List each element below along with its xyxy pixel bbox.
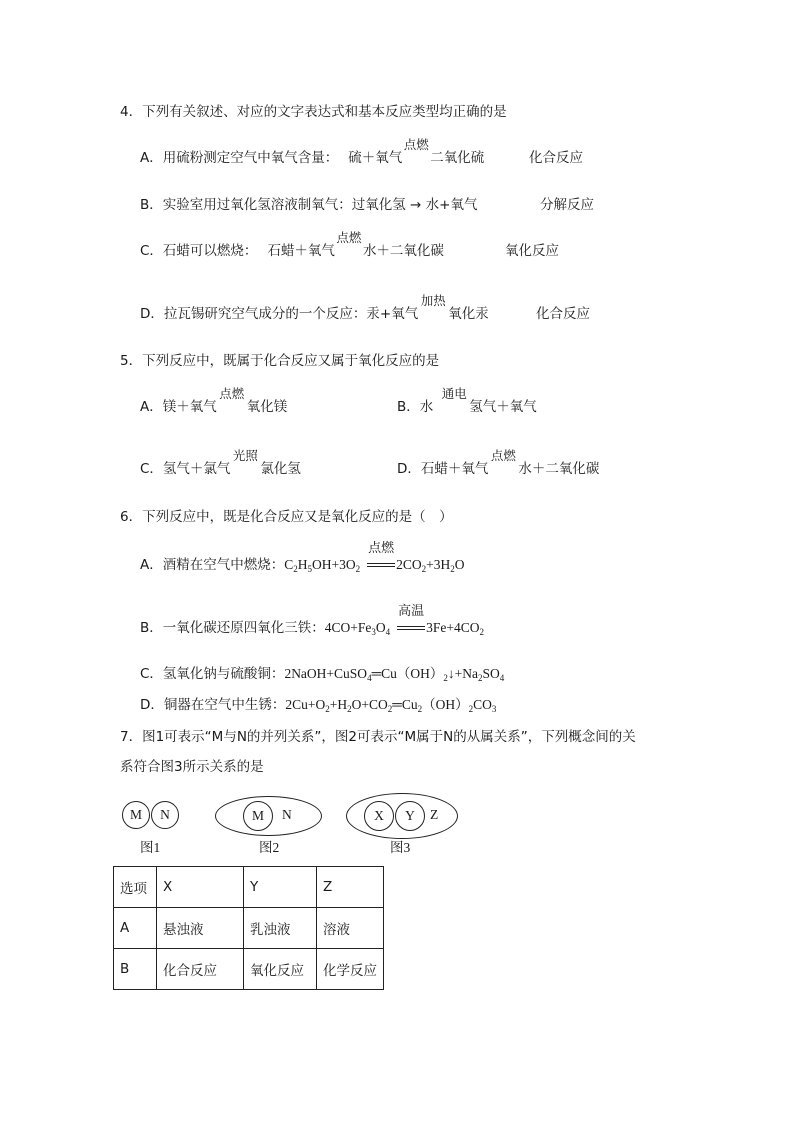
table-row [114,908,384,949]
q4-option-c [140,230,444,259]
q6-b-lhs: $4CO+Fe_3O_4$ [324,620,391,637]
q7-options-table [113,866,384,990]
q5-a-cond: 点燃 [219,386,245,401]
q5-a-rhs: 氧化镁 [246,399,288,415]
table-header-cell: Z [317,867,384,908]
fig3-circle-y [395,801,425,831]
q4-option-b: B．实验室用过氧化氢溶液制氧气：过氧化氢 → 水+氧气 [140,197,478,213]
q5-b-rhs: 氢气＋氧气 [469,399,537,415]
fig2-m-label: M [251,808,264,823]
q4-d-cond: 加热 [420,293,446,308]
q5-c-label: C．氢气＋氯气 [140,461,231,477]
q6-b-rhs: $3Fe+4CO_2$ [426,620,485,637]
q4-a-arrow [402,137,430,166]
q4-c-rhs: 水＋二氧化碳 [362,243,444,259]
table-header-row [114,867,384,908]
table-cell: 化合反应 [157,949,244,990]
q5-option-a [140,386,288,415]
q5-a-label: A．镁＋氧气 [140,399,217,415]
q5-b-arrow [439,386,469,415]
q5-d-rhs: 水＋二氧化碳 [518,461,600,477]
q6-option-a [140,541,465,574]
fig1-caption: 图1 [140,840,161,855]
q4-a-label: A．用硫粉测定空气中氧气含量： [140,150,339,166]
q6-c-label: C．氢氧化钠与硫酸铜： [140,666,285,682]
q6-stem: 6．下列反应中，既是化合反应又是氧化反应的是（ ） [120,509,453,525]
fig3-circle-x [364,801,394,831]
q4-c-label: C．石蜡可以燃烧： [140,243,258,259]
q4-a-cond: 点燃 [403,137,429,152]
q6-a-lhs: $C_2H_5OH+3O_2$ [284,557,361,574]
q6-option-b [140,604,485,637]
q5-stem: 5．下列反应中，既属于化合反应又属于氧化反应的是 [120,353,440,369]
table-cell: 化学反应 [317,949,384,990]
q5-d-cond: 点燃 [490,448,516,463]
q4-option-a [140,137,485,166]
q6-b-arrow [396,604,426,636]
q6-c-equation: $2NaOH+CuSO_4═Cu(OH)_2↓+Na_2SO_4$ [284,666,505,683]
q6-a-cond: 点燃 [368,541,395,556]
q4-c-cond: 点燃 [336,230,362,245]
q5-d-label: D．石蜡＋氧气 [397,461,489,477]
q5-a-arrow [217,386,247,415]
table-cell: 悬浊液 [157,908,244,949]
table-cell: B [114,949,157,990]
q4-c-type: 氧化反应 [505,243,559,259]
q5-c-arrow [230,448,260,477]
q5-option-c [140,448,301,477]
fig3-caption: 图3 [390,840,411,855]
q6-b-cond: 高温 [398,604,425,619]
fig2-circle-m [243,801,273,831]
q5-d-arrow [488,448,518,477]
q4-b-type: 分解反应 [540,197,594,213]
q4-d-lhs: 汞+氧气 [366,306,419,322]
table-cell: 氧化反应 [244,949,317,990]
q5-b-cond: 通电 [441,386,467,401]
q7-stem-line1: 7．图1可表示“M与N的并列关系”，图2可表示“M属于N的从属关系”，下列概念间的关 [120,729,636,745]
q5-c-rhs: 氯化氢 [260,461,301,477]
q7-stem-line2: 系符合图3所示关系的是 [120,759,264,775]
q4-option-d [140,293,489,322]
table-cell: 乳浊液 [244,908,317,949]
q6-d-equation: $2Cu+O_2+H_2O+CO_2═Cu_2(OH)_2CO_3$ [285,697,497,714]
fig3-y-label: Y [405,808,415,823]
table-header-cell: 选项 [114,867,157,908]
q6-b-label: B．一氧化碳还原四氧化三铁： [140,620,325,636]
q4-c-lhs: 石蜡＋氧气 [267,243,335,259]
table-header-cell: X [157,867,244,908]
q4-d-label: D．拉瓦锡研究空气成分的一个反应： [140,306,367,322]
fig3-x-label: X [374,808,384,823]
q5-b-label: B．水 [397,399,434,415]
q4-a-lhs: 硫＋氧气 [348,150,403,166]
table-header-cell: Y [244,867,317,908]
table-cell: 溶液 [317,908,384,949]
q6-d-label: D．铜器在空气中生锈： [140,697,286,713]
q6-option-c [140,667,504,682]
table-row [114,949,384,990]
q6-a-label: A．酒精在空气中燃烧： [140,557,285,573]
q5-option-b [397,386,537,415]
fig3-z-label: Z [430,807,439,822]
q5-option-d [397,448,600,477]
q4-a-rhs: 二氧化硫 [430,150,485,166]
q5-c-cond: 光照 [232,448,258,463]
q4-d-arrow [418,293,448,322]
q4-a-type: 化合反应 [529,150,583,166]
fig2-n-label: N [282,807,292,822]
fig1-n-label: N [160,807,170,822]
q4-d-type: 化合反应 [536,306,590,322]
fig1-circle-m [122,801,150,829]
q4-stem: 4．下列有关叙述、对应的文字表达式和基本反应类型均正确的是 [120,104,507,120]
q4-d-rhs: 氧化汞 [448,306,489,322]
q6-option-d [140,698,496,713]
table-cell: A [114,908,157,949]
fig2-caption: 图2 [259,840,280,855]
q6-a-rhs: $2CO_2+3H_2O$ [396,557,465,574]
q4-c-arrow [335,230,363,259]
q6-a-arrow [366,541,396,573]
fig1-circle-n [151,801,179,829]
fig1-m-label: M [129,807,142,822]
